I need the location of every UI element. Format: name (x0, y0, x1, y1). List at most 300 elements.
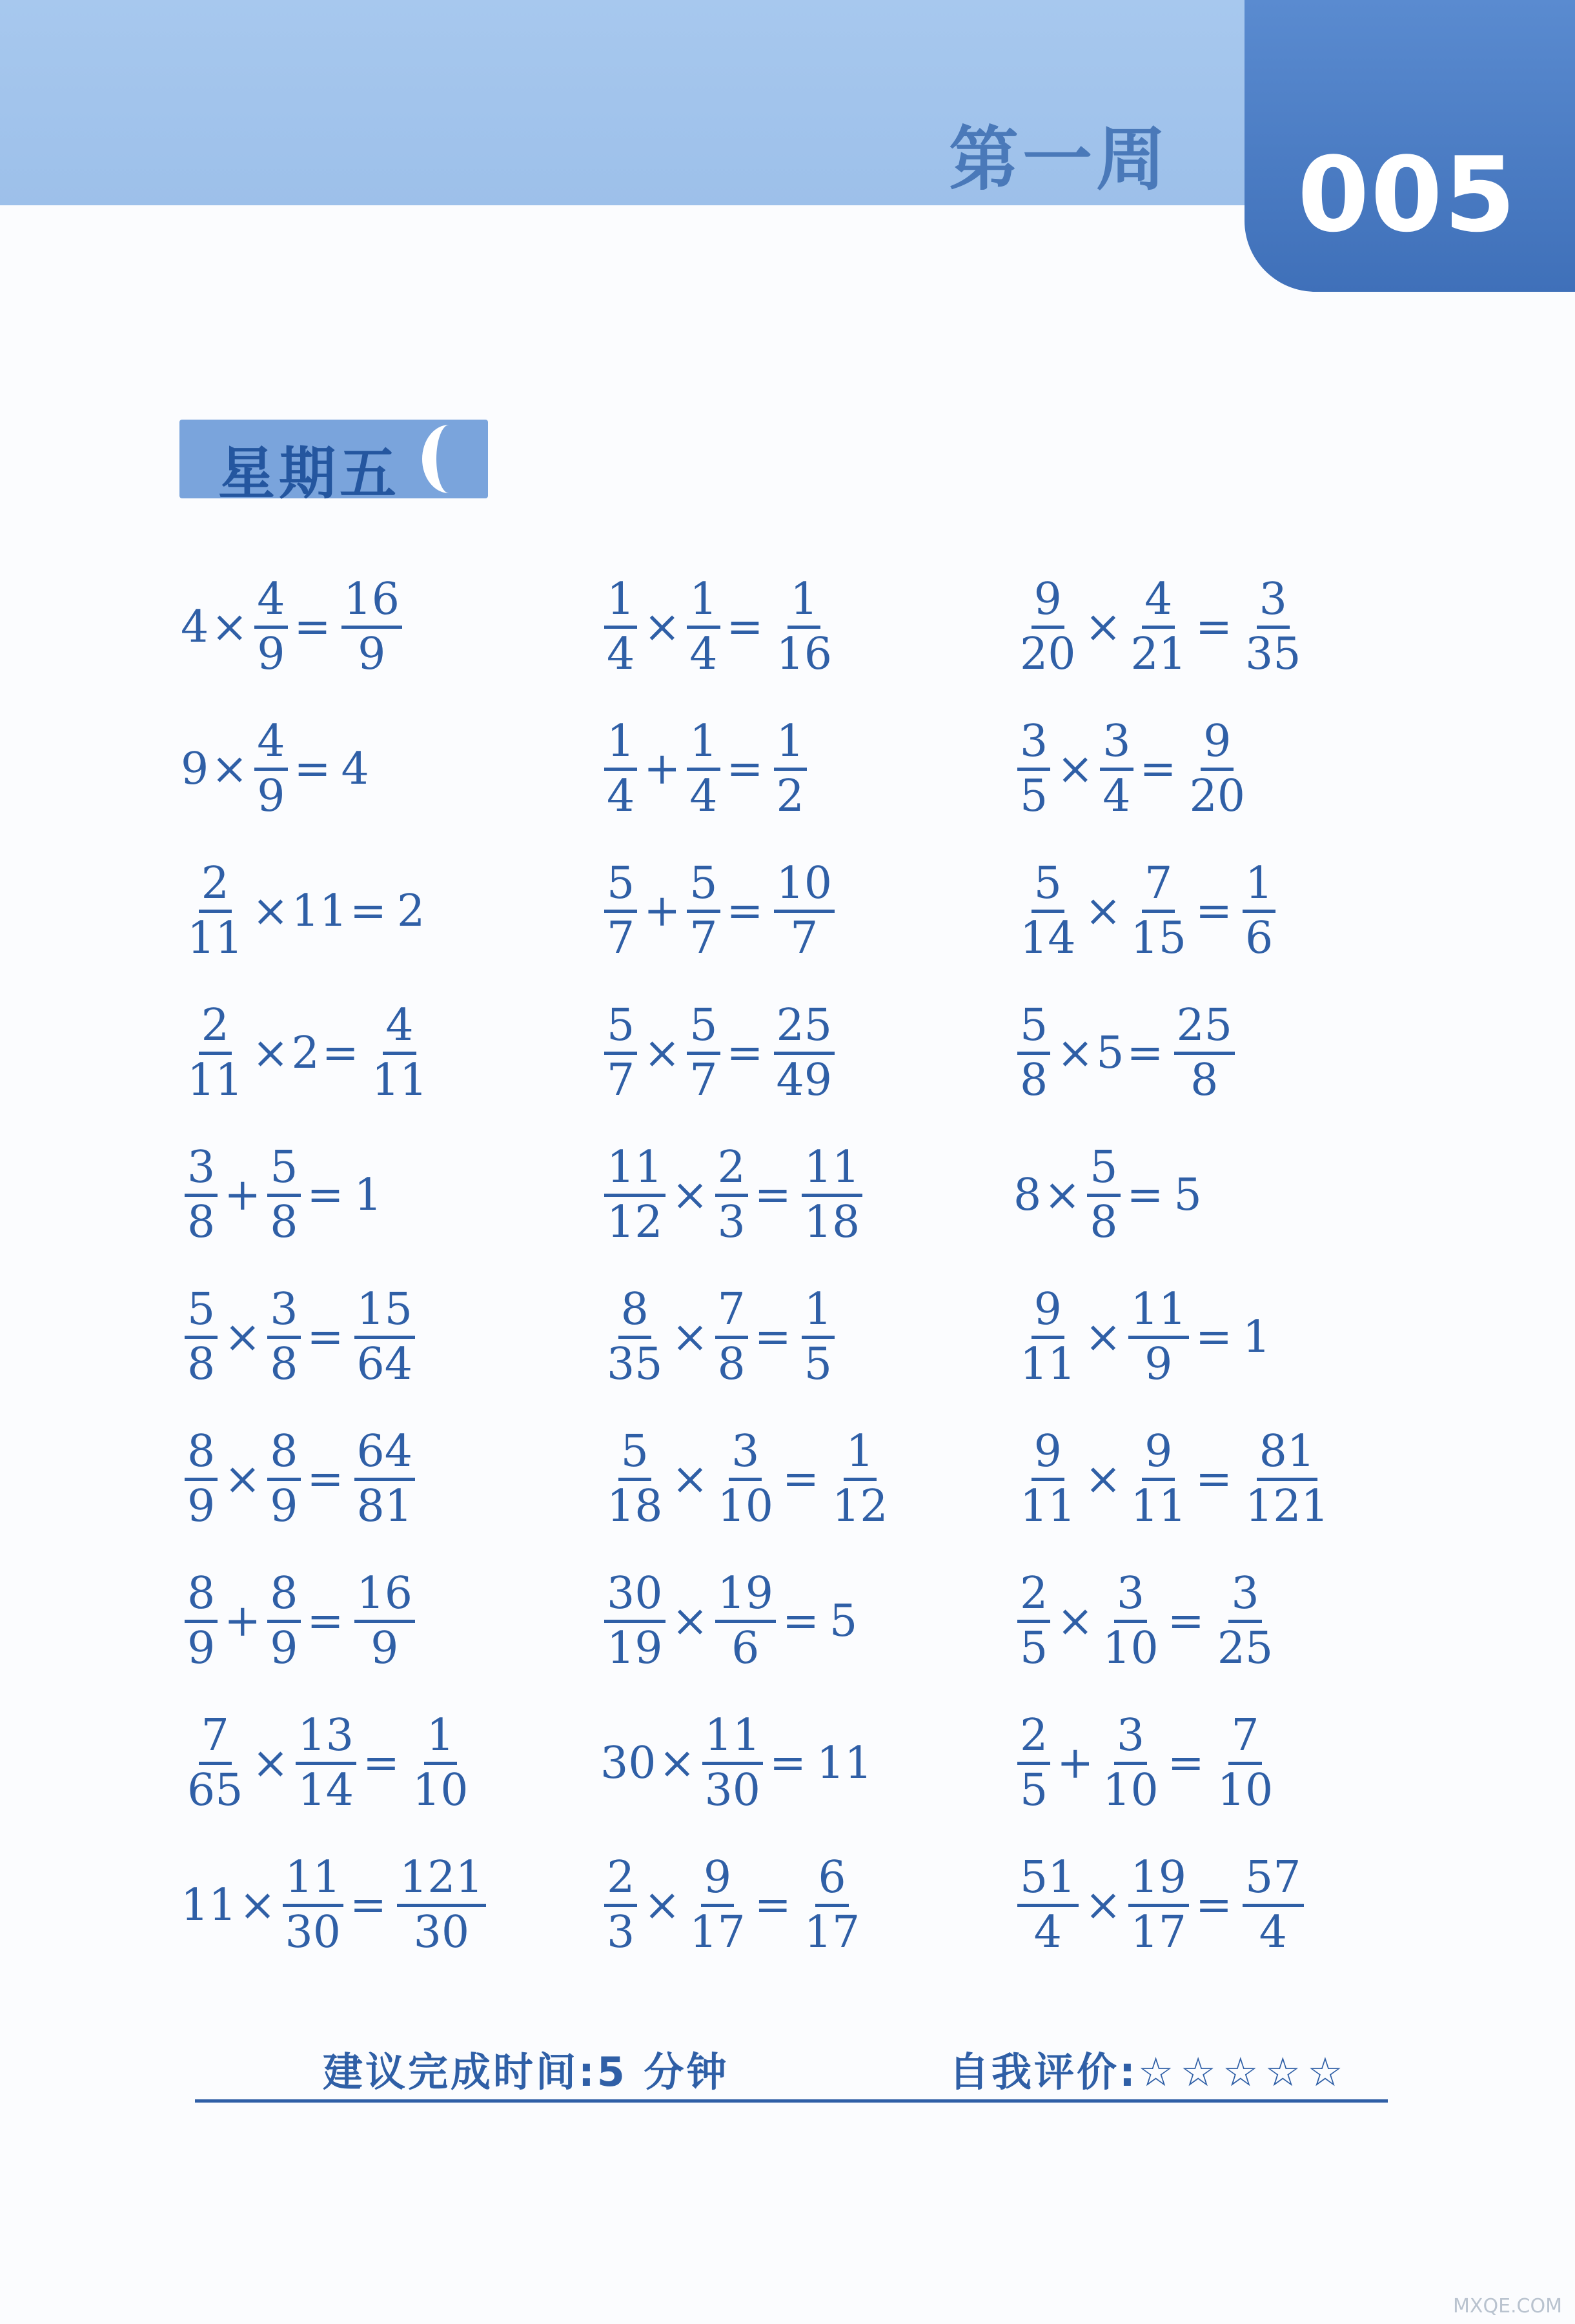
numerator: 7 (1142, 862, 1175, 913)
fraction (267, 1284, 300, 1390)
answer-fraction (829, 1426, 891, 1532)
denominator: 9 (270, 1481, 298, 1532)
times-sign: × (239, 1879, 276, 1931)
self-eval-label: 自我评价: (949, 2048, 1138, 2095)
numerator: 11 (1128, 1288, 1190, 1339)
equals-sign: = (1126, 1027, 1164, 1079)
answer-fraction (354, 1284, 416, 1390)
fraction (604, 716, 637, 822)
numerator: 3 (1017, 720, 1050, 771)
fraction (715, 1426, 777, 1532)
denominator: 18 (607, 1481, 663, 1532)
footer (195, 2040, 1388, 2103)
numerator: 7 (1228, 1714, 1261, 1765)
plus-sign: + (224, 1169, 261, 1221)
numerator: 13 (296, 1714, 357, 1765)
numerator: 2 (1017, 1572, 1050, 1623)
numerator: 9 (1031, 578, 1064, 629)
answer-fraction (774, 858, 835, 964)
numerator: 2 (604, 1856, 637, 1907)
fraction (254, 574, 287, 680)
math-problem (600, 1426, 895, 1532)
integer-term: 11 (181, 1879, 237, 1931)
math-problem (181, 1568, 419, 1674)
denominator: 25 (1217, 1623, 1274, 1674)
plus-sign: + (644, 885, 681, 937)
equals-sign: = (307, 1453, 344, 1505)
fraction (1100, 1568, 1161, 1674)
equals-sign: = (294, 743, 331, 795)
fraction (715, 1142, 748, 1248)
answer-fraction (1243, 574, 1304, 680)
fraction (1017, 1284, 1079, 1390)
numerator: 9 (701, 1856, 734, 1907)
equals-sign: = (307, 1311, 344, 1363)
numerator: 9 (1031, 1288, 1064, 1339)
math-problem (600, 1852, 866, 1958)
fraction (604, 1426, 666, 1532)
equals-sign: = (726, 601, 764, 653)
answer-fraction (1243, 858, 1275, 964)
math-problem (1013, 716, 1252, 822)
fraction (687, 1852, 748, 1958)
times-sign: × (211, 601, 249, 653)
fraction (283, 1852, 344, 1958)
denominator: 35 (607, 1339, 663, 1390)
numerator: 7 (199, 1714, 232, 1765)
times-sign: × (1057, 743, 1094, 795)
numerator: 1 (802, 1288, 835, 1339)
numerator: 5 (185, 1288, 218, 1339)
denominator: 8 (270, 1339, 298, 1390)
denominator: 7 (607, 1055, 635, 1106)
denominator: 17 (804, 1907, 860, 1958)
numerator: 5 (267, 1146, 300, 1197)
denominator: 30 (285, 1907, 341, 1958)
equals-sign: = (307, 1595, 344, 1647)
integer-term: 4 (181, 601, 209, 653)
numerator: 8 (618, 1288, 651, 1339)
numerator: 3 (1100, 720, 1133, 771)
answer-fraction (1243, 1852, 1304, 1958)
denominator: 14 (1020, 913, 1076, 964)
equals-sign: = (350, 1879, 387, 1931)
answer-fraction (341, 574, 403, 680)
times-sign: × (1084, 1453, 1122, 1505)
denominator: 30 (413, 1907, 470, 1958)
fraction (1017, 574, 1079, 680)
denominator: 81 (356, 1481, 413, 1532)
numerator: 10 (774, 862, 835, 913)
denominator: 9 (257, 771, 285, 822)
numerator: 5 (1087, 1146, 1120, 1197)
numerator: 5 (1031, 862, 1064, 913)
denominator: 20 (1020, 629, 1076, 680)
numerator: 5 (604, 862, 637, 913)
day-label: 星期五 (218, 440, 401, 507)
answer-fraction (410, 1710, 471, 1816)
numerator: 9 (1142, 1430, 1175, 1481)
denominator: 9 (270, 1623, 298, 1674)
fraction (1017, 858, 1079, 964)
denominator: 3 (607, 1907, 635, 1958)
numerator: 1 (788, 578, 820, 629)
equals-sign: = (754, 1311, 791, 1363)
answer-fraction (397, 1852, 486, 1958)
math-problem (181, 858, 425, 964)
fraction (1128, 1852, 1190, 1958)
equals-sign: = (1167, 1595, 1204, 1647)
fraction (267, 1568, 300, 1674)
math-problem (600, 1710, 873, 1816)
denominator: 4 (1259, 1907, 1287, 1958)
math-problem (1013, 1852, 1308, 1958)
denominator: 64 (356, 1339, 413, 1390)
numerator: 3 (267, 1288, 300, 1339)
fraction (1100, 716, 1133, 822)
denominator: 11 (187, 1055, 243, 1106)
numerator: 3 (185, 1146, 218, 1197)
numerator: 5 (687, 1004, 720, 1055)
denominator: 49 (776, 1055, 833, 1106)
denominator: 9 (358, 629, 386, 680)
numerator: 7 (715, 1288, 748, 1339)
fraction (604, 1000, 637, 1106)
numerator: 3 (1114, 1572, 1147, 1623)
denominator: 4 (689, 771, 718, 822)
math-problem (181, 574, 406, 680)
denominator: 5 (804, 1339, 833, 1390)
numerator: 2 (715, 1146, 748, 1197)
fraction (687, 716, 720, 822)
math-problem (600, 1284, 838, 1390)
answer-fraction (774, 1000, 835, 1106)
equals-sign: = (782, 1453, 820, 1505)
equals-sign: = (1195, 885, 1233, 937)
denominator: 11 (1130, 1481, 1187, 1532)
equals-sign: = (1195, 1879, 1233, 1931)
numerator: 25 (1174, 1004, 1235, 1055)
fraction (267, 1426, 300, 1532)
denominator: 10 (1102, 1623, 1159, 1674)
denominator: 4 (607, 629, 635, 680)
math-problem (1013, 858, 1279, 964)
numerator: 11 (702, 1714, 764, 1765)
times-sign: × (644, 1027, 681, 1079)
fraction (1017, 1000, 1050, 1106)
denominator: 12 (832, 1481, 888, 1532)
fraction (687, 858, 720, 964)
integer-term: 30 (600, 1737, 656, 1789)
math-problem (181, 1426, 419, 1532)
equals-sign: = (1195, 601, 1233, 653)
denominator: 9 (371, 1623, 399, 1674)
numerator: 1 (424, 1714, 457, 1765)
denominator: 30 (704, 1765, 761, 1816)
fraction (1128, 858, 1190, 964)
page-number: 005 (1297, 134, 1517, 255)
denominator: 15 (1130, 913, 1187, 964)
numerator: 8 (267, 1430, 300, 1481)
numerator: 19 (715, 1572, 777, 1623)
equals-sign: = (1126, 1169, 1164, 1221)
denominator: 6 (1245, 913, 1274, 964)
numerator: 15 (354, 1288, 416, 1339)
answer-integer: 5 (829, 1595, 858, 1647)
plus-sign: + (644, 743, 681, 795)
answer-fraction (1187, 716, 1248, 822)
times-sign: × (1044, 1169, 1081, 1221)
math-problem (1013, 1284, 1271, 1390)
answer-fraction (1215, 1710, 1276, 1816)
numerator: 16 (354, 1572, 416, 1623)
times-sign: × (1084, 885, 1122, 937)
answer-fraction (774, 574, 835, 680)
numerator: 121 (397, 1856, 486, 1907)
fraction (296, 1710, 357, 1816)
integer-term: 5 (1096, 1027, 1124, 1079)
answer-fraction (802, 1284, 835, 1390)
math-problem (1013, 1568, 1279, 1674)
math-problem (1013, 1142, 1202, 1248)
self-evaluation (949, 2040, 1350, 2097)
numerator: 2 (1017, 1714, 1050, 1765)
denominator: 3 (717, 1197, 746, 1248)
math-problem (181, 1710, 475, 1816)
numerator: 11 (802, 1146, 863, 1197)
denominator: 11 (1020, 1481, 1076, 1532)
times-sign: × (211, 743, 249, 795)
numerator: 3 (1228, 1572, 1261, 1623)
integer-term: 2 (291, 1027, 320, 1079)
fraction (715, 1568, 777, 1674)
times-sign: × (1057, 1595, 1094, 1647)
fraction (185, 1710, 246, 1816)
fraction (254, 716, 287, 822)
math-problem (1013, 574, 1308, 680)
rating-stars[interactable]: ☆☆☆☆☆ (1137, 2048, 1350, 2095)
math-problem (181, 716, 369, 822)
denominator: 14 (298, 1765, 354, 1816)
fraction (185, 1284, 218, 1390)
numerator: 11 (604, 1146, 666, 1197)
denominator: 18 (804, 1197, 860, 1248)
denominator: 9 (1144, 1339, 1173, 1390)
fraction (604, 1142, 666, 1248)
times-sign: × (671, 1311, 709, 1363)
denominator: 19 (607, 1623, 663, 1674)
denominator: 11 (1020, 1339, 1076, 1390)
numerator: 19 (1128, 1856, 1190, 1907)
denominator: 17 (689, 1907, 746, 1958)
denominator: 11 (371, 1055, 428, 1106)
equals-sign: = (1195, 1311, 1233, 1363)
denominator: 4 (607, 771, 635, 822)
denominator: 7 (607, 913, 635, 964)
fraction (1128, 574, 1190, 680)
fraction (185, 1142, 218, 1248)
numerator: 8 (267, 1572, 300, 1623)
fraction (1087, 1142, 1120, 1248)
denominator: 8 (270, 1197, 298, 1248)
answer-integer: 11 (817, 1737, 873, 1789)
denominator: 5 (1020, 1623, 1048, 1674)
fraction (1017, 1710, 1050, 1816)
equals-sign: = (726, 1027, 764, 1079)
numerator: 1 (1243, 862, 1275, 913)
answer-integer: 5 (1174, 1169, 1202, 1221)
fraction (1017, 716, 1050, 822)
numerator: 5 (687, 862, 720, 913)
numerator: 9 (1031, 1430, 1064, 1481)
denominator: 9 (257, 629, 285, 680)
week-title: 第一周 (949, 119, 1170, 200)
answer-fraction (369, 1000, 431, 1106)
denominator: 12 (607, 1197, 663, 1248)
numerator: 4 (1142, 578, 1175, 629)
numerator: 3 (729, 1430, 762, 1481)
fraction (1100, 1710, 1161, 1816)
answer-fraction (802, 1852, 863, 1958)
denominator: 8 (1020, 1055, 1048, 1106)
integer-term: 8 (1013, 1169, 1042, 1221)
fraction (604, 1852, 637, 1958)
plus-sign: + (224, 1595, 261, 1647)
denominator: 65 (187, 1765, 243, 1816)
numerator: 81 (1257, 1430, 1318, 1481)
answer-fraction (354, 1426, 416, 1532)
denominator: 4 (1033, 1907, 1062, 1958)
answer-fraction (774, 716, 807, 822)
answer-fraction (1174, 1000, 1235, 1106)
denominator: 7 (689, 913, 718, 964)
denominator: 8 (1190, 1055, 1219, 1106)
integer-term: 9 (181, 743, 209, 795)
fraction (604, 858, 637, 964)
times-sign: × (224, 1453, 261, 1505)
times-sign: × (644, 601, 681, 653)
numerator: 1 (604, 720, 637, 771)
numerator: 4 (254, 720, 287, 771)
equals-sign: = (321, 1027, 359, 1079)
equals-sign: = (754, 1169, 791, 1221)
denominator: 9 (187, 1481, 216, 1532)
numerator: 30 (604, 1572, 666, 1623)
integer-term: 11 (291, 885, 348, 937)
denominator: 2 (776, 771, 804, 822)
times-sign: × (252, 1027, 289, 1079)
fraction (1017, 1568, 1050, 1674)
math-problem (181, 1000, 434, 1106)
fraction (1017, 1426, 1079, 1532)
equals-sign: = (726, 743, 764, 795)
numerator: 11 (283, 1856, 344, 1907)
times-sign: × (671, 1595, 709, 1647)
times-sign: × (1084, 1311, 1122, 1363)
equals-sign: = (1139, 743, 1177, 795)
equals-sign: = (294, 601, 331, 653)
math-problem (600, 1568, 858, 1674)
math-problem (600, 858, 838, 964)
times-sign: × (1084, 1879, 1122, 1931)
math-problem (181, 1852, 490, 1958)
denominator: 121 (1245, 1481, 1329, 1532)
watermark: MXQE.COM (1453, 2295, 1562, 2318)
denominator: 8 (717, 1339, 746, 1390)
numerator: 3 (1114, 1714, 1147, 1765)
fraction (185, 1426, 218, 1532)
fraction (1017, 1852, 1079, 1958)
denominator: 8 (187, 1197, 216, 1248)
fraction (687, 574, 720, 680)
denominator: 10 (717, 1481, 774, 1532)
answer-integer: 2 (397, 885, 425, 937)
math-problem (600, 1142, 866, 1248)
numerator: 3 (1257, 578, 1290, 629)
numerator: 64 (354, 1430, 416, 1481)
numerator: 1 (687, 578, 720, 629)
equals-sign: = (769, 1737, 807, 1789)
fraction (604, 574, 637, 680)
equals-sign: = (363, 1737, 400, 1789)
times-sign: × (224, 1311, 261, 1363)
denominator: 5 (1020, 1765, 1048, 1816)
math-problem (600, 574, 838, 680)
fraction (702, 1710, 764, 1816)
denominator: 4 (1102, 771, 1131, 822)
denominator: 7 (689, 1055, 718, 1106)
equals-sign: = (1167, 1737, 1204, 1789)
numerator: 2 (199, 862, 232, 913)
equals-sign: = (1195, 1453, 1233, 1505)
fraction (185, 1000, 246, 1106)
numerator: 51 (1017, 1856, 1079, 1907)
fraction (267, 1142, 300, 1248)
fraction (1128, 1426, 1190, 1532)
numerator: 8 (185, 1430, 218, 1481)
numerator: 1 (774, 720, 807, 771)
equals-sign: = (726, 885, 764, 937)
times-sign: × (671, 1453, 709, 1505)
fraction (1128, 1284, 1190, 1390)
denominator: 11 (187, 913, 243, 964)
numerator: 6 (815, 1856, 848, 1907)
plus-sign: + (1057, 1737, 1094, 1789)
fraction (687, 1000, 720, 1106)
denominator: 10 (412, 1765, 469, 1816)
answer-integer: 1 (354, 1169, 382, 1221)
math-problem (1013, 1426, 1336, 1532)
answer-fraction (802, 1142, 863, 1248)
numerator: 1 (604, 578, 637, 629)
numerator: 5 (618, 1430, 651, 1481)
times-sign: × (1084, 601, 1122, 653)
fraction (604, 1568, 666, 1674)
math-problem (600, 716, 811, 822)
equals-sign: = (782, 1595, 820, 1647)
numerator: 4 (254, 578, 287, 629)
answer-fraction (1243, 1426, 1332, 1532)
denominator: 8 (187, 1339, 216, 1390)
numerator: 5 (1017, 1004, 1050, 1055)
times-sign: × (671, 1169, 709, 1221)
answer-integer: 1 (1243, 1311, 1271, 1363)
denominator: 10 (1102, 1765, 1159, 1816)
equals-sign: = (350, 885, 387, 937)
denominator: 4 (689, 629, 718, 680)
numerator: 1 (687, 720, 720, 771)
equals-sign: = (754, 1879, 791, 1931)
